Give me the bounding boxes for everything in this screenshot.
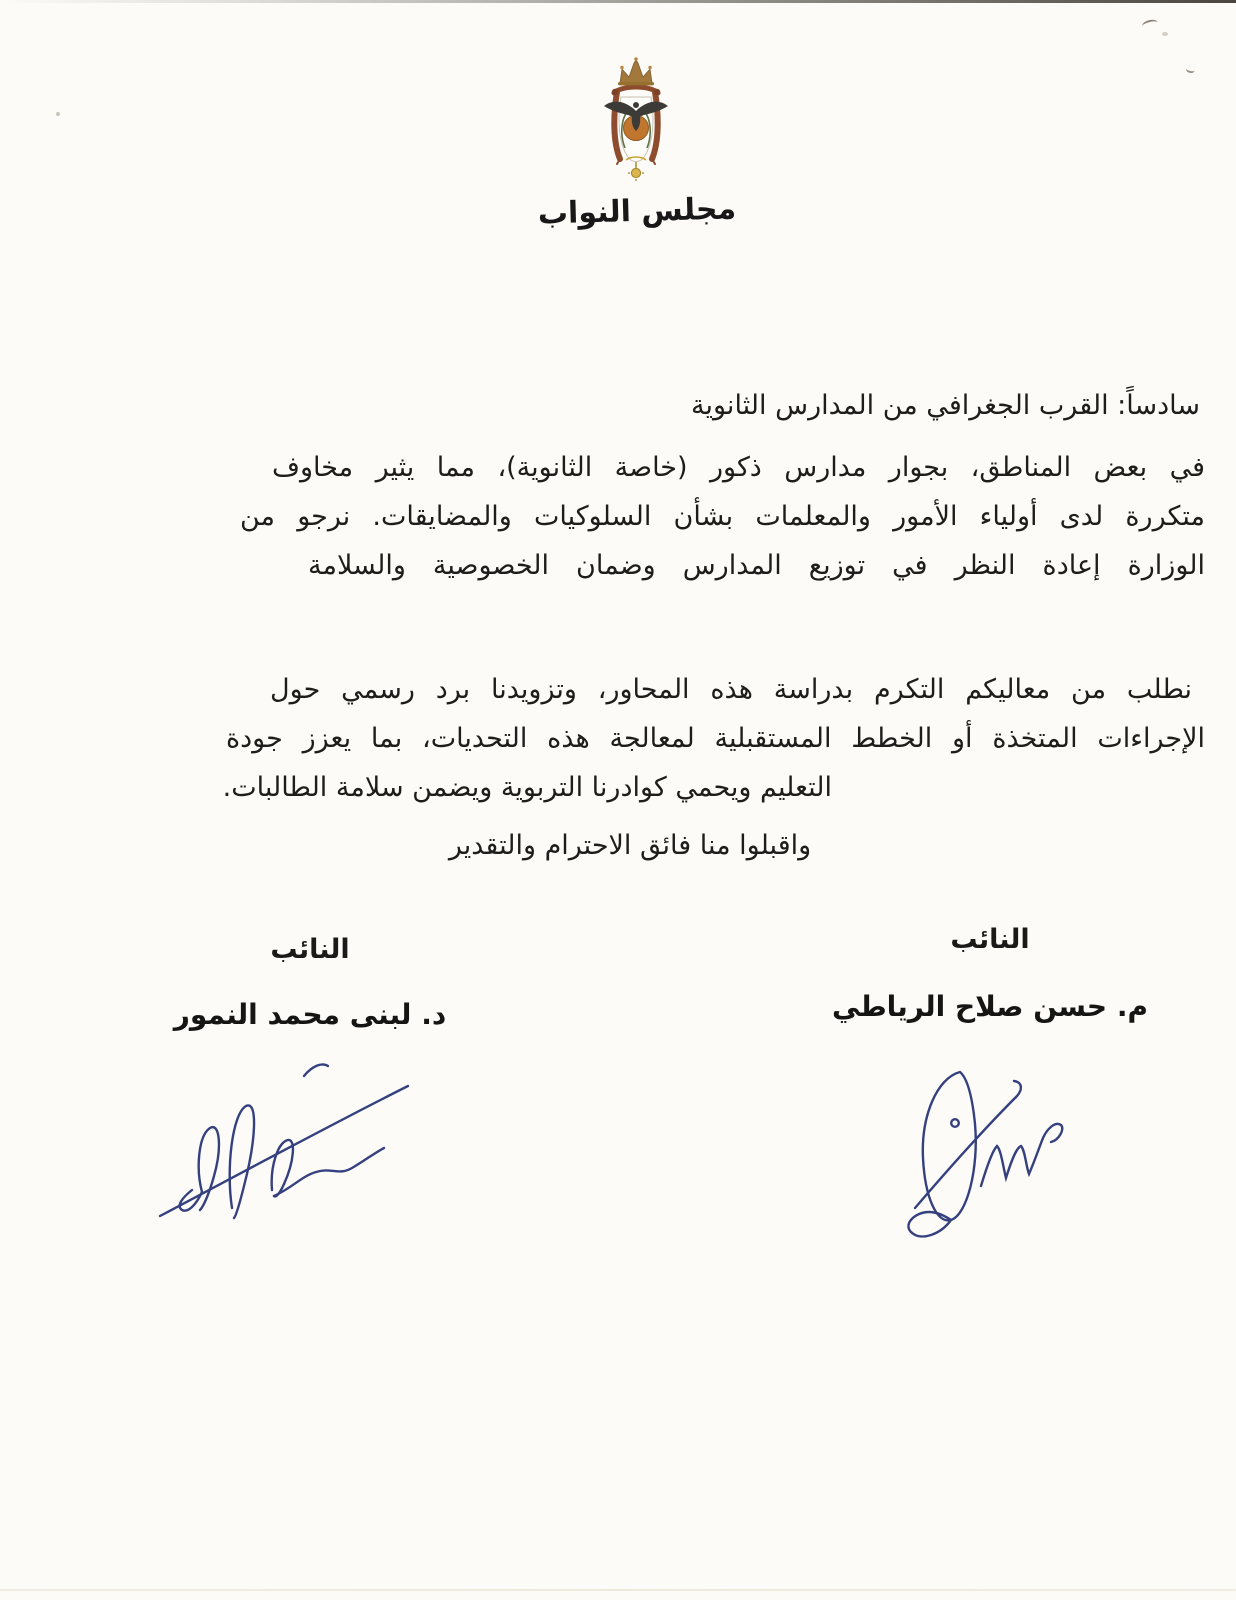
deputy-name-left: د. لبنى محمد النمور — [173, 998, 447, 1031]
crown-icon — [618, 57, 654, 85]
paragraph-line: نطلب من معاليكم التكرم بدراسة هذه المحاور، وتزويدنا برد رسمي حول — [270, 674, 1192, 705]
section-heading: سادساً: القرب الجغرافي من المدارس الثانوية — [690, 390, 1200, 421]
scan-speck-artifact — [1141, 18, 1159, 31]
paragraph-line: في بعض المناطق، بجوار مدارس ذكور (خاصة الثانوية)، مما يثير مخاوف — [272, 452, 1205, 483]
paragraph-line: متكررة لدى أولياء الأمور والمعلمات بشأن السلوكيات والمضايقات. نرجو من — [240, 501, 1205, 532]
paragraph-line: الإجراءات المتخذة أو الخطط المستقبلية لمعالجة هذه التحديات، بما يعزز جودة — [226, 723, 1205, 754]
paragraph-line: الوزارة إعادة النظر في توزيع المدارس وضمان الخصوصية والسلامة — [308, 550, 1205, 581]
deputy-title-right: النائب — [950, 924, 1030, 955]
handwritten-signature-left — [132, 1040, 452, 1230]
scan-speck-artifact — [1162, 32, 1168, 36]
scan-speck-artifact — [56, 112, 60, 116]
paragraph-line: التعليم ويحمي كوادرنا التربوية ويضمن سلامة الطالبات. — [222, 772, 832, 803]
jordan-coat-of-arms — [584, 56, 688, 186]
handwritten-signature-right — [885, 1028, 1085, 1258]
org-name-calligraphy: مجلس النواب — [537, 191, 737, 232]
deputy-title-left: النائب — [270, 934, 350, 965]
closing-salutation: واقبلوا منا فائق الاحترام والتقدير — [448, 830, 812, 861]
scan-edge-artifact-top — [0, 0, 1236, 3]
scan-speck-artifact — [1185, 65, 1195, 74]
scan-edge-artifact-bottom — [0, 1589, 1236, 1591]
deputy-name-right: م. حسن صلاح الرياطي — [831, 990, 1149, 1023]
